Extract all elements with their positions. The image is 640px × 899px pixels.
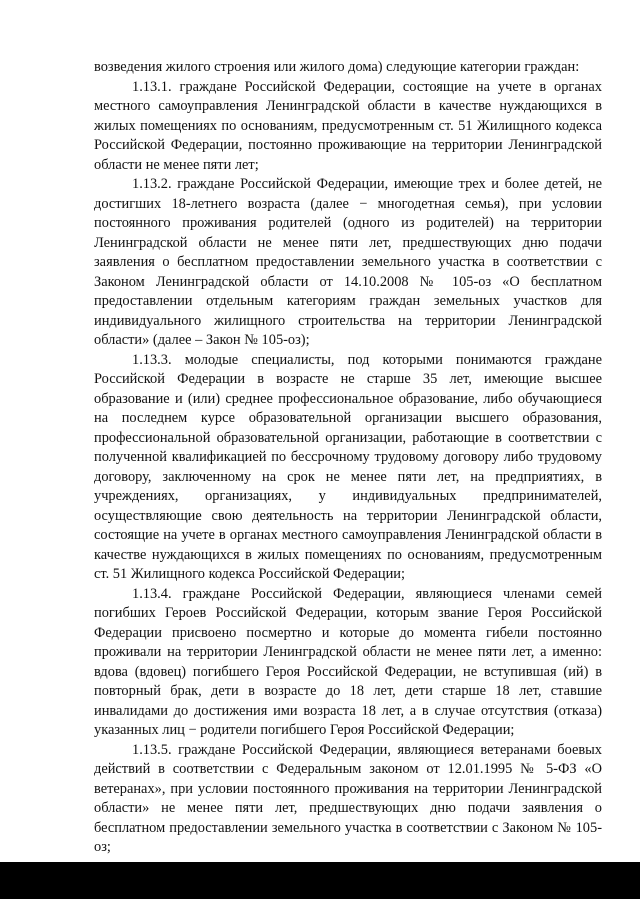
paragraph-intro: возведения жилого строения или жилого дома) следующие категории граждан: [94, 59, 580, 75]
paragraph-1-13-1: 1.13.1. граждане Российской Федерации, состоящие на учете в органах местного самоуправления Ленинградской области в качестве нуждающихся в жилых помещениях по основаниям, предусмотренным ст. 51 Жилищного кодекса Российской Федерации, постоянно проживающие на территории Ленинградской области не менее пяти лет; [94, 78, 602, 173]
paragraph-1-13-5: 1.13.5. граждане Российской Федерации, являющиеся ветеранами боевых действий в соответствии с Федеральным законом от 12.01.1995 № 5-ФЗ «О ветеранах», при условии постоянного проживания на территории Ленинградской области» не менее пяти лет, предшествующих дню подачи заявления о бесплатном предоставлении земельного участка в соответствии с Законом № 105-оз; [94, 741, 602, 855]
paragraph-1-13-3: 1.13.3. молодые специалисты, под которыми понимаются граждане Российской Федерации в возрасте не старше 35 лет, имеющие высшее образование и (или) среднее профессиональное образование, либо обучающиеся на последнем курсе образовательной организации высшего образования, профессиональной образовательной организации, работающие в соответствии с полученной квалификацией по бессрочному трудовому договору либо трудовому договору, заключенному на срок не менее пяти лет, на предприятиях, в учреждениях, организациях, у индивидуальных предпринимателей, осуществляющие свою деятельность на территории Ленинградской области, состоящие на учете в органах местного самоуправления Ленинградской области в качестве нуждающихся в жилых помещениях по основаниям, предусмотренным ст. 51 Жилищного кодекса Российской Федерации; [94, 351, 602, 582]
document-body [94, 58, 602, 858]
paragraph-1-13-2: 1.13.2. граждане Российской Федерации, имеющие трех и более детей, не достигших 18-летнего возраста (далее − многодетная семья), при условии постоянного проживания родителей (одного из родителей) на территории Ленинградской области не менее пяти лет, предшествующих дню подачи заявления о бесплатном предоставлении земельного участка в соответствии с Законом Ленинградской области от 14.10.2008 № 105-оз «О бесплатном предоставлении отдельным категориям граждан земельных участков для индивидуального жилищного строительства на территории Ленинградской области» (далее – Закон № 105-оз); [94, 176, 602, 348]
scan-bottom-edge [0, 862, 640, 899]
paragraph-1-13-4: 1.13.4. граждане Российской Федерации, являющиеся членами семей погибших Героев Российской Федерации, которым звание Героя Российской Федерации присвоено посмертно и которые до момента гибели постоянно проживали на территории Ленинградской области не менее пяти лет, а именно: вдова (вдовец) погибшего Героя Российской Федерации, не вступившая (ий) в повторный брак, дети в возрасте до 18 лет, дети старше 18 лет, ставшие инвалидами до достижения ими возраста 18 лет, а в случае отсутствия (отказа) указанных лиц − родители погибшего Героя Российской Федерации; [94, 585, 602, 738]
